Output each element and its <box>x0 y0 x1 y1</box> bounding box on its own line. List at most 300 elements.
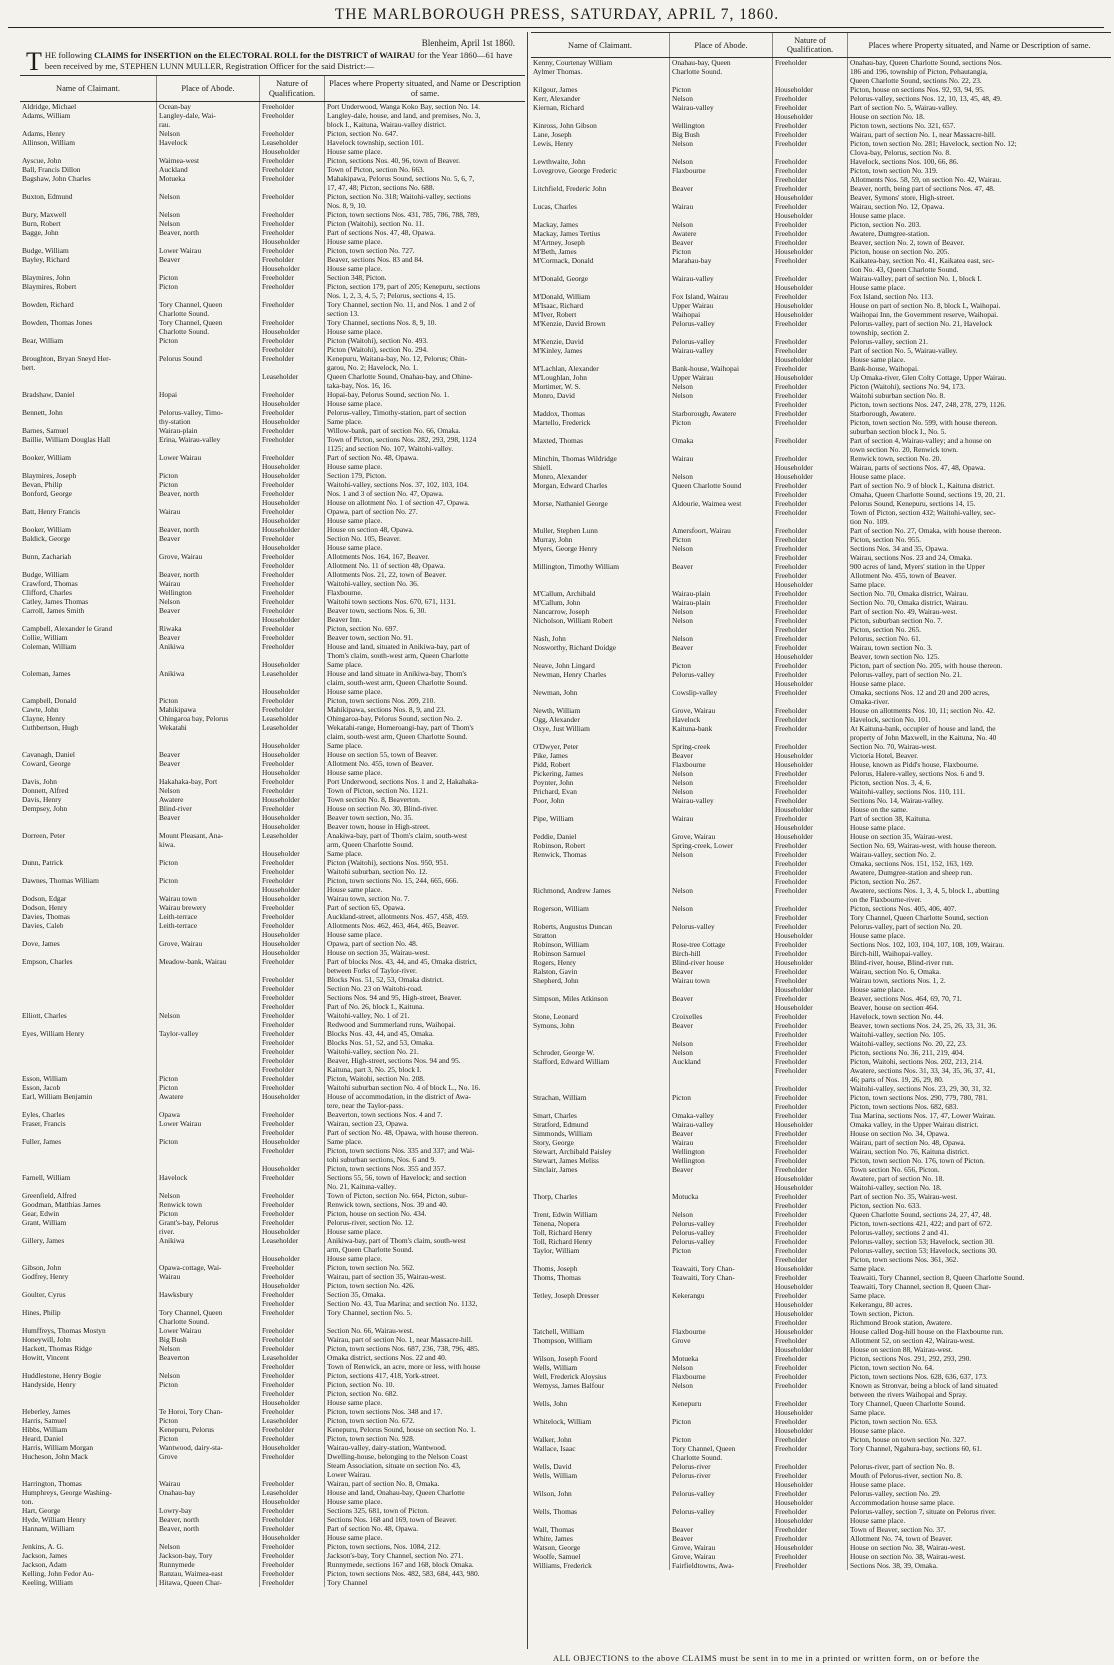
qualification <box>260 291 325 300</box>
claimant-name: Bagshaw, John Charles <box>22 173 91 183</box>
claimant-name: Dove, James <box>22 938 60 948</box>
qualification: Freeholder <box>773 1201 848 1210</box>
property-description: Allotments Nos. 164, 167, Beaver. <box>325 552 526 561</box>
property-description: Teawaiti, Tory Channel, section 8, Queen Charlotte Sound. <box>848 1273 1112 1282</box>
property-description: Picton town, sections No. 321, 657. <box>848 121 1112 130</box>
place-of-abode: Havelock <box>670 715 773 724</box>
table-row <box>531 949 1111 958</box>
qualification: Freeholder <box>773 1165 848 1174</box>
property-description: Wairau, part of section No. 1, near Massacre-hill. <box>325 1335 526 1344</box>
place-of-abode: Opawa <box>157 1110 260 1119</box>
qualification: Freeholder <box>773 976 848 985</box>
property-description: Waitohi-valley, section No. 105. <box>848 1030 1112 1039</box>
property-description: House same place. <box>848 283 1112 292</box>
property-description: Waitohi-valley, sections Nos. 37, 102, 103, 104. <box>325 480 526 489</box>
property-description: Picton, town sections Nos. 687, 236, 738, 796, 485. <box>325 1344 526 1353</box>
place-of-abode: Pelorus-river <box>670 1462 773 1471</box>
table-row <box>20 381 525 390</box>
qualification: Householder <box>260 660 325 669</box>
claimant-name <box>531 1408 670 1417</box>
property-description: Picton, house on town section No. 327. <box>848 1435 1112 1444</box>
claimant-name <box>20 732 157 741</box>
qualification: Freeholder <box>773 616 848 625</box>
claimant-name: Newman, John <box>533 688 578 698</box>
place-of-abode: Wairau-valley <box>670 346 773 355</box>
qualification: Freeholder <box>773 778 848 787</box>
claimant-name <box>531 211 670 220</box>
table-row <box>20 1254 525 1263</box>
property-description: Mahikipawa, sections Nos. 8, 9, and 23. <box>325 705 526 714</box>
qualification: Freeholder <box>773 886 848 895</box>
qualification <box>260 840 325 849</box>
place-of-abode <box>670 517 773 526</box>
qualification: Householder <box>773 1408 848 1417</box>
place-of-abode: Wantwood, dairy-sta- <box>157 1443 260 1452</box>
table-row <box>20 1290 525 1299</box>
property-description: Picton, town sections Nos. 335 and 337; and Wai- <box>325 1146 526 1155</box>
qualification: Freeholder <box>773 490 848 499</box>
claimant-name: Newman, Henry Charles <box>533 670 607 680</box>
table-row <box>531 715 1111 724</box>
qualification <box>260 120 325 129</box>
table-row <box>20 705 525 714</box>
table-row <box>20 1299 525 1308</box>
place-of-abode: Picton <box>157 1380 260 1389</box>
property-description: House same place. <box>848 823 1112 832</box>
property-description: Wairau-valley, dairy-station, Wantwood. <box>325 1443 526 1452</box>
table-row <box>531 445 1111 454</box>
property-description: Jackson's-bay, Tory Channel, section No. 271. <box>325 1551 526 1560</box>
property-description: Wairau, section No. 76, Kaituna district. <box>848 1147 1112 1156</box>
table-row <box>20 759 525 768</box>
qualification <box>773 1075 848 1084</box>
claimant-name: Shepherd, John <box>533 976 579 986</box>
qualification: Freeholder <box>773 607 848 616</box>
place-of-abode: Tory Channel, Queen <box>670 1444 773 1453</box>
qualification: Freeholder <box>773 1219 848 1228</box>
table-row <box>20 1506 525 1515</box>
property-description: 900 acres of land, Myers' station in the Upper <box>848 562 1112 571</box>
claimant-name: Adams, Henry <box>22 128 66 138</box>
table-row <box>20 219 525 228</box>
property-description: House same place. <box>848 211 1112 220</box>
claimant-name: M'Artney, Joseph <box>533 238 585 248</box>
qualification: Freeholder <box>773 1462 848 1471</box>
table-row <box>20 1146 525 1155</box>
place-of-abode <box>670 1408 773 1417</box>
qualification: Leaseholder <box>260 831 325 840</box>
table-row <box>531 346 1111 355</box>
place-of-abode <box>157 381 260 390</box>
qualification: Freeholder <box>260 1299 325 1308</box>
qualification: Freeholder <box>260 1263 325 1272</box>
qualification: Freeholder <box>260 1362 325 1371</box>
claimant-name <box>531 175 670 184</box>
qualification: Freeholder <box>260 345 325 354</box>
qualification: Freeholder <box>773 850 848 859</box>
table-row <box>531 337 1111 346</box>
table-row <box>20 831 525 840</box>
place-of-abode <box>670 571 773 580</box>
footer-notice: ALL OBJECTIONS to the above CLAIMS must be sent in to me in a printed or written form, on or before the <box>553 1653 980 1663</box>
qualification: Householder <box>260 750 325 759</box>
table-row <box>20 1398 525 1407</box>
table-row <box>20 1281 525 1290</box>
property-description: Beaverton, town sections Nos. 4 and 7. <box>325 1110 526 1119</box>
qualification: Freeholder <box>773 157 848 166</box>
property-description: Picton, town sections No. 15, 244, 665, 666. <box>325 876 526 885</box>
table-row <box>531 265 1111 274</box>
qualification: Freeholder <box>773 1084 848 1093</box>
table-row <box>531 832 1111 841</box>
qualification: Freeholder <box>773 1039 848 1048</box>
property-description: Richmond Brook station, Awatere. <box>848 1318 1112 1327</box>
claimant-name: Adams, William <box>22 110 71 120</box>
claimant-name: Toll, Richard Henry <box>533 1228 593 1238</box>
place-of-abode <box>670 1300 773 1309</box>
claimant-name <box>20 1362 157 1371</box>
property-description: suburban section block I., No. 5. <box>848 427 1112 436</box>
claimant-name <box>20 993 157 1002</box>
claimant-name: Heberley, James <box>22 1406 71 1416</box>
place-of-abode: kiwa. <box>157 840 260 849</box>
table-row <box>531 1444 1111 1453</box>
place-of-abode: Wellington <box>670 1147 773 1156</box>
claimant-name: Blaymires, Joseph <box>22 470 77 480</box>
table-row <box>20 660 525 669</box>
table-row <box>20 237 525 246</box>
claimant-name: Hyde, William Henry <box>22 1514 86 1524</box>
claimant-name <box>531 193 670 202</box>
table-row <box>531 364 1111 373</box>
qualification: Freeholder <box>260 984 325 993</box>
qualification: Householder <box>260 264 325 273</box>
qualification: Freeholder <box>260 1425 325 1434</box>
property-description: Picton, section No. 10. <box>325 1380 526 1389</box>
table-row <box>531 1102 1111 1111</box>
place-of-abode <box>157 444 260 453</box>
qualification: Freeholder <box>773 1435 848 1444</box>
property-description: Wairau, section No. 12, Opawa. <box>848 202 1112 211</box>
place-of-abode: Awatere <box>157 795 260 804</box>
qualification: Freeholder <box>773 1399 848 1408</box>
qualification: Householder <box>773 373 848 382</box>
qualification: Householder <box>773 1327 848 1336</box>
table-row <box>20 1515 525 1524</box>
property-description: At Kaituna-bank, occupier of house and land, the <box>848 724 1112 733</box>
qualification: Freeholder <box>260 246 325 255</box>
table-row <box>20 309 525 318</box>
table-row <box>20 363 525 372</box>
table-row <box>20 768 525 777</box>
qualification: Freeholder <box>773 499 848 508</box>
claimant-name: Bunn, Zachariah <box>22 551 72 561</box>
claims-body-left <box>20 101 525 1587</box>
qualification: Freeholder <box>260 993 325 1002</box>
table-row <box>531 544 1111 553</box>
place-of-abode: Wellington <box>157 588 260 597</box>
place-of-abode: Meadow-bank, Wairau <box>157 957 260 966</box>
claimant-name: Donnett, Alfred <box>22 785 69 795</box>
claimant-name <box>20 615 157 624</box>
qualification: Freeholder <box>260 1200 325 1209</box>
table-row <box>531 382 1111 391</box>
place-of-abode: Nelson <box>670 607 773 616</box>
place-of-abode: Wairau <box>157 1479 260 1488</box>
place-of-abode <box>157 1038 260 1047</box>
qualification: Householder <box>260 822 325 831</box>
claimant-name <box>531 1183 670 1192</box>
place-of-abode: Nelson <box>670 886 773 895</box>
property-description: Section No. 105, Beaver. <box>325 534 526 543</box>
place-of-abode <box>157 1461 260 1470</box>
place-of-abode: Nelson <box>670 1381 773 1390</box>
place-of-abode: Beaver <box>670 562 773 571</box>
property-description: Waitohi-valley, sections No. 20, 22, 23. <box>848 1039 1112 1048</box>
property-description: Picton (Waitohi), section No. 493. <box>325 336 526 345</box>
claimant-name: Renwick, Thomas <box>533 850 587 860</box>
property-description: section 13. <box>325 309 526 318</box>
qualification: Freeholder <box>260 1038 325 1047</box>
table-row <box>20 984 525 993</box>
property-description: House same place. <box>325 1497 526 1506</box>
table-row <box>20 1380 525 1389</box>
table-row <box>20 921 525 930</box>
property-description: Town of Picton, section No. 663. <box>325 165 526 174</box>
claimant-name: Bennett, John <box>22 407 63 417</box>
property-description: 17, 47, 48; Picton, sections No. 688. <box>325 183 526 192</box>
property-description: House on allotments Nos. 10, 11; section No. 42. <box>848 706 1112 715</box>
property-description: Picton, town section No. 64. <box>848 1363 1112 1372</box>
property-description: Mouth of Pelorus-river, section No. 8. <box>848 1471 1112 1480</box>
property-description: Tory Channel, section No. 5. <box>325 1308 526 1317</box>
place-of-abode: Te Horoi, Tory Chan- <box>157 1407 260 1416</box>
table-row <box>531 1327 1111 1336</box>
dateline: Blenheim, April 1st 1860. <box>421 38 515 48</box>
property-description: property of John Maxwell, in the Kaituna, No. 40 <box>848 733 1112 742</box>
place-of-abode <box>670 400 773 409</box>
table-row <box>20 849 525 858</box>
qualification: Householder <box>773 463 848 472</box>
qualification: Freeholder <box>773 508 848 517</box>
place-of-abode <box>157 372 260 381</box>
claimant-name: Stratford, Edmund <box>533 1120 589 1130</box>
property-description: Birch-hill, Waihopai-valley. <box>848 949 1112 958</box>
place-of-abode: Grove, Wairau <box>670 832 773 841</box>
place-of-abode <box>157 660 260 669</box>
table-row <box>531 1345 1111 1354</box>
place-of-abode: Pelorus-valley <box>670 1489 773 1498</box>
table-row <box>20 1056 525 1065</box>
claimant-name <box>20 381 157 390</box>
notice-body: for the Year 1860—61 have been received by me, STEPHEN LUNN MULLER, Registration Officer for the said District:— <box>44 50 513 71</box>
property-description: Port Underwood, sections Nos. 1 and 2, Hakahaka- <box>325 777 526 786</box>
property-description: Picton (Waitohi), section No. 11. <box>325 219 526 228</box>
qualification: Freeholder <box>773 841 848 850</box>
qualification: Householder <box>773 1264 848 1273</box>
table-row <box>531 859 1111 868</box>
property-description: Queen Charlotte Sound, sections 24, 27, 47, 48. <box>848 1210 1112 1219</box>
drop-cap: T <box>26 47 42 76</box>
property-description: Wairau town, section No. 7. <box>325 894 526 903</box>
claimant-name: Stafford, Edward William <box>533 1057 610 1067</box>
qualification <box>260 444 325 453</box>
qualification: Freeholder <box>773 1255 848 1264</box>
table-row <box>531 967 1111 976</box>
claimant-name: Bayley, Richard <box>22 254 70 264</box>
property-description: Picton, town section No. 176, town of Picton. <box>848 1156 1112 1165</box>
place-of-abode: Pelorus-valley, Timo- <box>157 408 260 417</box>
place-of-abode <box>157 678 260 687</box>
place-of-abode <box>670 1030 773 1039</box>
claimant-name: Robinson, William <box>533 940 589 950</box>
place-of-abode <box>670 1183 773 1192</box>
qualification: Householder <box>260 1227 325 1236</box>
place-of-abode: Beaver <box>670 994 773 1003</box>
table-row <box>20 426 525 435</box>
claimant-name <box>20 1470 157 1479</box>
claimant-name <box>20 1245 157 1254</box>
property-description: Tory Channel, Ngahura-bay, sections 60, 61. <box>848 1444 1112 1453</box>
table-row <box>20 1344 525 1353</box>
table-row <box>20 1272 525 1281</box>
qualification: Freeholder <box>773 364 848 373</box>
claimant-name: Poor, John <box>533 796 565 806</box>
property-description: Beaver, north, being part of sections Nos. 47, 48. <box>848 184 1112 193</box>
qualification: Freeholder <box>773 814 848 823</box>
claimant-name: Monro, David <box>533 391 575 401</box>
table-row <box>20 201 525 210</box>
claimant-name <box>531 1201 670 1210</box>
qualification: Freeholder <box>260 1173 325 1182</box>
claimant-name <box>20 1065 157 1074</box>
table-row <box>531 931 1111 940</box>
claimant-name: Martello, Frederick <box>533 418 591 428</box>
property-description: Pelorus-valley, part of section No. 21. <box>848 670 1112 679</box>
claimant-name <box>20 1101 157 1110</box>
place-of-abode: Blind-river <box>157 804 260 813</box>
table-row <box>531 112 1111 121</box>
qualification: Freeholder <box>260 858 325 867</box>
qualification: Freeholder <box>260 1380 325 1389</box>
place-of-abode: Nelson <box>157 219 260 228</box>
qualification: Freeholder <box>260 1551 325 1560</box>
qualification: Freeholder <box>773 1111 848 1120</box>
property-description: Hopai-bay, Pelorus Sound, section No. 1. <box>325 390 526 399</box>
qualification: Householder <box>773 652 848 661</box>
qualification: Householder <box>773 679 848 688</box>
place-of-abode <box>157 1245 260 1254</box>
claimant-name <box>20 741 157 750</box>
place-of-abode <box>670 148 773 157</box>
claimant-name: Humphreys, George Washing- <box>22 1487 112 1497</box>
claimant-name <box>20 1038 157 1047</box>
claimant-name <box>20 1146 157 1155</box>
claimant-name <box>20 1533 157 1542</box>
property-description: garou, No. 2; Havelock, No. 1. <box>325 363 526 372</box>
qualification: Householder <box>260 1137 325 1146</box>
claimant-name: Coleman, William <box>22 641 77 651</box>
qualification: Freeholder <box>773 139 848 148</box>
claimant-name: Goodman, Matthias James <box>22 1199 101 1209</box>
place-of-abode <box>670 1201 773 1210</box>
claimant-name <box>531 733 670 742</box>
qualification: Freeholder <box>260 1560 325 1569</box>
qualification: Freeholder <box>773 229 848 238</box>
qualification: Freeholder <box>260 1011 325 1020</box>
place-of-abode: Nelson <box>670 157 773 166</box>
place-of-abode: Picton <box>157 858 260 867</box>
property-description: Wairau, part of section No. 1, near Massacre-hill. <box>848 130 1112 139</box>
place-of-abode: Motucka <box>670 1192 773 1201</box>
qualification <box>260 183 325 192</box>
qualification: Householder <box>260 615 325 624</box>
place-of-abode <box>157 1128 260 1137</box>
claimant-name: M'Callum, Archibald <box>533 589 596 599</box>
claimant-name: Stewart, James Meliss <box>533 1156 599 1166</box>
qualification: Householder <box>260 471 325 480</box>
property-description: Picton, section No. 955. <box>848 535 1112 544</box>
claimant-name: Trent, Edwin William <box>533 1210 598 1220</box>
table-row <box>20 1569 525 1578</box>
qualification: Freeholder <box>773 994 848 1003</box>
place-of-abode: Anikiwa <box>157 669 260 678</box>
property-description: Queen Charlotte Sound, Onahau-bay, and Ohine- <box>325 372 526 381</box>
property-description: Part of section 38, Kaituna. <box>848 814 1112 823</box>
claimant-name: Bowden, Thomas Jones <box>22 317 93 327</box>
place-of-abode <box>157 1470 260 1479</box>
property-description: Beaver town, house in High-street. <box>325 822 526 831</box>
place-of-abode: Wairau-valley <box>670 103 773 112</box>
table-row <box>20 1362 525 1371</box>
property-description: House on section 55, town of Beaver. <box>325 750 526 759</box>
qualification: Freeholder <box>260 1524 325 1533</box>
place-of-abode <box>157 975 260 984</box>
table-row <box>531 571 1111 580</box>
table-row <box>531 1030 1111 1039</box>
claimant-name <box>20 1047 157 1056</box>
place-of-abode: Beaver <box>157 750 260 759</box>
claimant-name: Richmond, Andrew James <box>533 886 611 896</box>
table-row <box>20 543 525 552</box>
table-row <box>20 939 525 948</box>
table-row <box>20 534 525 543</box>
property-description: Blocks Nos. 51, 52, 53, Omaka district. <box>325 975 526 984</box>
place-of-abode: Beaver, north <box>157 570 260 579</box>
table-row <box>531 85 1111 94</box>
claimant-name: Baldick, George <box>22 533 71 543</box>
claimant-name: Carroll, James Smith <box>22 605 85 615</box>
property-description: Part of section 4, Wairau-valley; and a house on <box>848 436 1112 445</box>
claimant-name: Empson, Charles <box>22 956 73 966</box>
place-of-abode: Wairau <box>670 454 773 463</box>
property-description: Pelorus-valley, sections 2 and 41. <box>848 1228 1112 1237</box>
qualification: Leaseholder <box>260 138 325 147</box>
qualification: Freeholder <box>773 1489 848 1498</box>
table-row <box>20 651 525 660</box>
table-row <box>531 1561 1111 1570</box>
qualification: Householder <box>773 1300 848 1309</box>
property-description: Wairau-valley, section No. 2. <box>848 850 1112 859</box>
place-of-abode <box>670 877 773 886</box>
table-row <box>20 1461 525 1470</box>
place-of-abode: Fox Island, Wairau <box>670 292 773 301</box>
qualification: Householder <box>773 247 848 256</box>
claimant-name <box>20 147 157 156</box>
place-of-abode <box>670 580 773 589</box>
qualification: Freeholder <box>260 507 325 516</box>
place-of-abode <box>670 985 773 994</box>
